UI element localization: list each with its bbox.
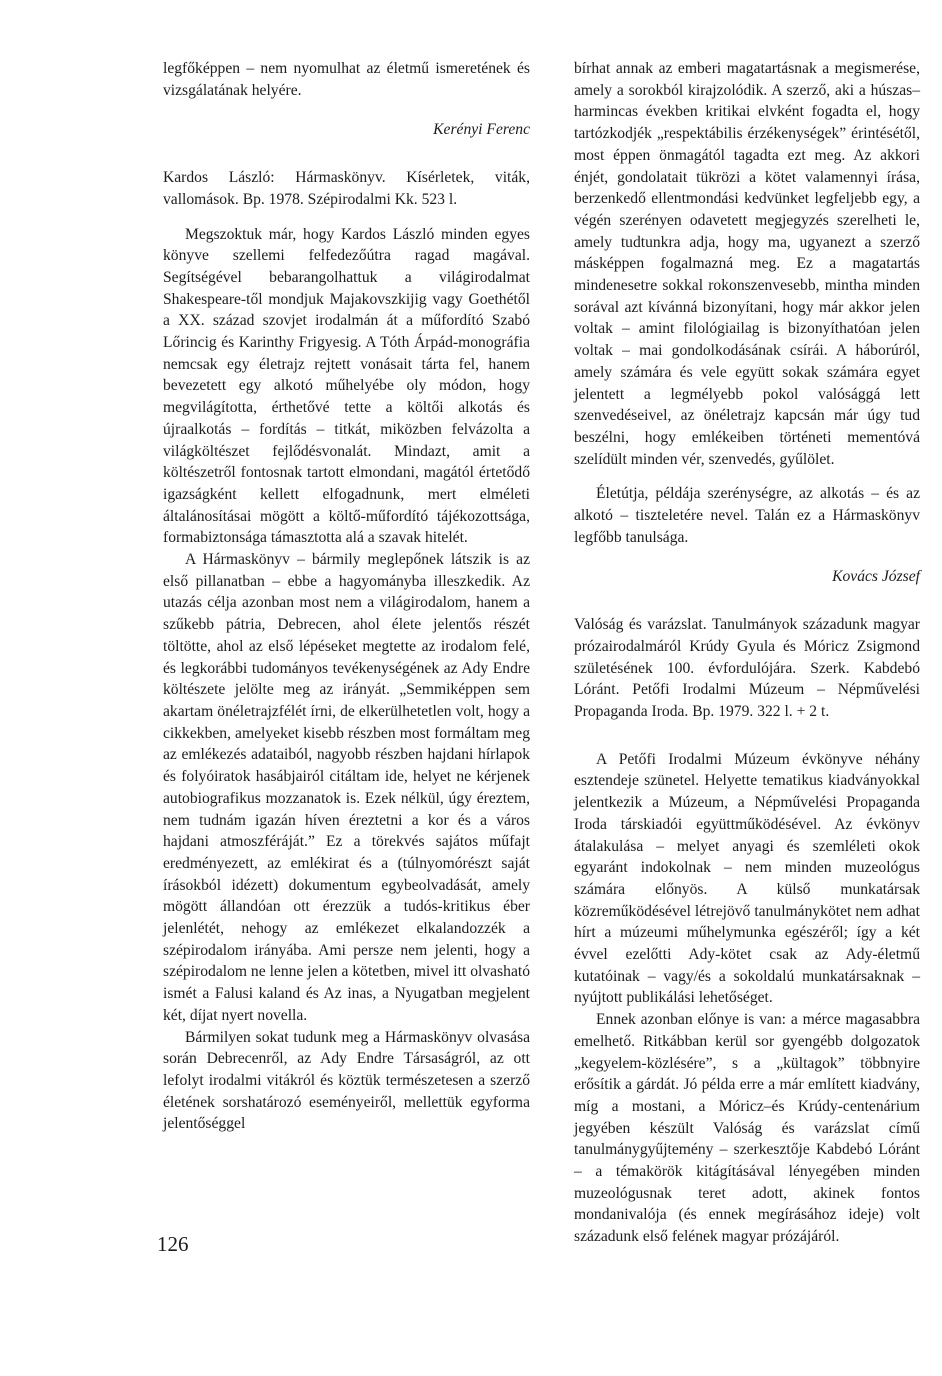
review-paragraph: A Hármaskönyv – bármily meglepőnek látszik is az első pillanatban – ebbe a hagyományba illeszkedik. Az utazás célja azonban most nem a világirodalom, hanem a szűkebb pátria, Debrecen, ahol élete jelentős részét töltötte, ahol az első lépéseket megtette az irodalom felé, és legkorábbi tudományos tevékenységének az Ady Endre költészete jelölte meg az irányát. „Semmiképpen sem akartam önéletrajzfélét írni, de elkerülhetetlen volt, hogy a cikkekben, amelyeket kisebb részben most formáltam meg az emlékezés adataiból, nagyobb részben hajdani hírlapok és folyóiratok hasábjairól citáltam ide, helyet ne kérjenek autobiografikus mozzanatok is. Ezek nélkül, úgy éreztem, nem tudnám igazán híven éreztetni a kor és a város hajdani atmoszféráját.” Ez a törekvés sajátos műfajt eredményezett, az emlékirat és a (túlnyomórészt saját írásokból idézett) dokumentum egybeolvadását, amely mögött állandóan ott érezzük a tudós-kritikus éber jelenlétét, nehogy az emlékezet elkalandozzék a szépirodalom irányába. Ami persze nem jelenti, hogy a szépirodalom ne lenne jelen a kötetben, mivel itt olvasható ismét a Falusi kaland és Az inas, a Nyugatban megjelent két, díjat nyert novella.	[163, 551, 530, 1024]
left-column	[163, 58, 530, 1135]
review-paragraph: A Petőfi Irodalmi Múzeum évkönyve néhány esztendeje szünetel. Helyette tematikus kiadványokkal jelentkezik a Múzeum, a Népművelési Propaganda Iroda társkiadói együttműködésével. Az évkönyv átalakulása – melyet anyagi és szemléleti okok egyaránt indokolnak – nem minden muzeológus számára előnyös. A külső munkatársak közreműködésével létrejövő tanulmánykötet nem adhat hírt a múzeumi műhelymunka egészéről; így a két évvel ezelőtti Ady-kötet csak az Ady-életmű kutatóinak – vagy/és a sokoldalú munkatársaknak – nyújtott publikálási lehetőséget.	[574, 750, 920, 1007]
right-column	[574, 58, 920, 1248]
review-paragraph: Bármilyen sokat tudunk meg a Hármaskönyv olvasása során Debrecenről, az Ady Endre Társaságról, az ott lefolyt irodalmi vitákról és köztük természetesen a szerző életének sorshatározó eseményeiről, mellettük egyforma jelentőséggel	[163, 1028, 530, 1133]
reviewer-signature: Kovács József	[832, 568, 920, 586]
page-number: 126	[157, 1232, 189, 1256]
review-paragraph: Megszoktuk már, hogy Kardos László minden egyes könyve szellemi felfedezőútra ragad magával. Segítségével bebarangolhattuk a világirodalmat Shakespeare-től mondjuk Majakovszkijig vagy Goethétől a XX. század szovjet irodalmán át a műfordító Szabó Lőrincig és Karinthy Frigyesig. A Tóth Árpád-monográfia nemcsak egy életrajz rejtett vonásait tárta fel, hanem bevezetett egy alkotó műhelyébe oly módon, hogy megvilágította, érthetővé tette a költői alkotás és újraalkotás – fordítás – titkát, miközben felvázolta a világköltészet fejlődésvonalát. Mindazt, amit a költészetről fontosnak tartott elmondani, magától értetődő igazságként kellett elfogadnunk, mert elméleti általánosításai mögött a költő-műfordító tájékozottsága, formabiztonsága támasztotta alá a szavak hitelét.	[163, 225, 530, 547]
review-paragraph: Ennek azonban előnye is van: a mérce magasabbra emelhető. Ritkábban kerül sor gyengébb dolgozatok „kegyelem-közlésére”, s a „kültagok” többnyire erősítik a gárdát. Jó példa erre a már említett kiadvány, míg a mostani, a Móricz–és Krúdy-centenárium jegyében készült Valóság és varázslat című tanulmánygyűjtemény – szerkesztője Kabdebó Lóránt – a témakörök kitágításával lényegében minden muzeológusnak teret adott, akinek fontos mondanivalója (és ennek megírásához ideje) volt századunk első felének magyar prózájáról.	[574, 1011, 920, 1246]
continued-paragraph: bírhat annak az emberi magatartásnak a megismerése, amely a sorokból kirajzolódik. A szerző, aki a húszas–harmincas években kritikai elvként fogadta el, hogy tartózkodjék „respektábilis érzékenységek” érintésétől, most éppen önmagától tagadta ezt meg. Az akkori énjét, gondolatait tükrözi a kötet valamennyi írása, berzenkedő ellentmondási kedvünket legfeljebb egy, a végén szerényen odavetett megjegyzés szerelheti le, amely tudtunkra adja, hogy ma, ugyanezt a szerző másképpen fogalmazná meg. Ez a magatartás mindenesetre sokkal rokonszenvesebb, mintha minden sorával azt kívánná bizonyítani, hogy már akkor jelen voltak – amint filológiailag is bizonyíthatóan jelen voltak – mai gondolkodásának csírái. A háborúról, amely számára és vele együtt sokak számára egyet jelentett a legmélyebb pokol valósággá lett szenvedéseivel, az önéletrajz kapcsán már úgy tud beszélni, hogy emlékeiben történeti mementóvá szelídült minden vér, szenvedés, gyűlölet.	[574, 60, 920, 468]
book-entry-heading: Valóság és varázslat. Tanulmányok századunk magyar prózairodalmáról Krúdy Gyula és Móricz Zsigmond születésének 100. évfordulójára. Szerk. Kabdebó Lóránt. Petőfi Irodalmi Múzeum – Népművelési Propaganda Iroda. Bp. 1979. 322 l. + 2 t.	[574, 616, 920, 720]
book-entry-heading: Kardos László: Hármaskönyv. Kísérletek, viták, vallomások. Bp. 1978. Szépirodalmi Kk. 523 l.	[163, 169, 530, 208]
reviewer-signature: Kerényi Ferenc	[433, 121, 530, 139]
intro-paragraph: legfőképpen – nem nyomulhat az életmű ismeretének és vizsgálatának helyére.	[163, 60, 530, 99]
closing-paragraph: Életútja, példája szerénységre, az alkotás – és az alkotó – tiszteletére nevel. Talán ez a Hármaskönyv legfőbb tanulsága.	[574, 485, 920, 546]
